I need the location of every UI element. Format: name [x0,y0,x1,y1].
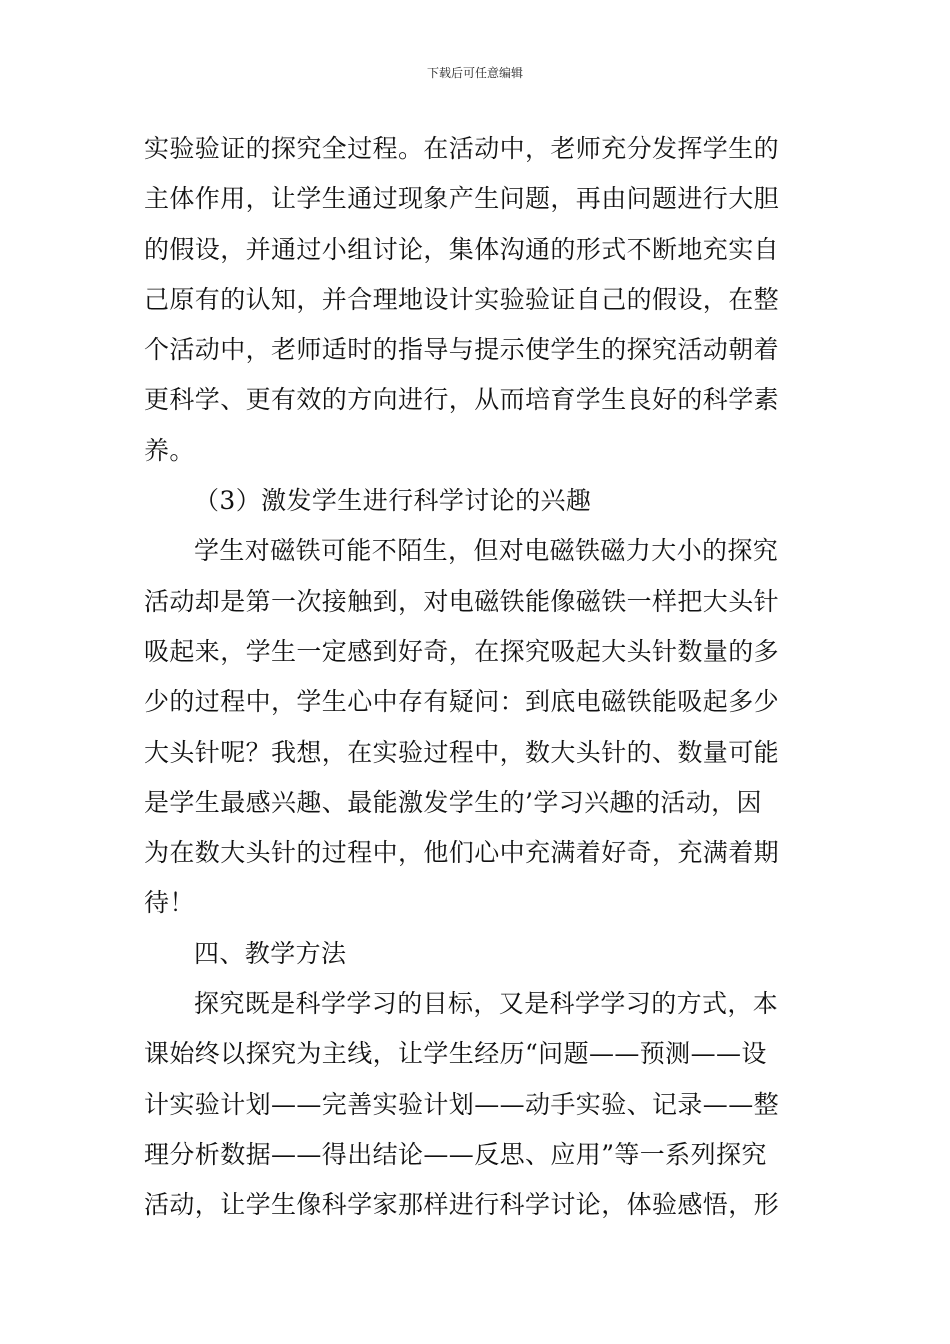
page-header: 下载后可任意编辑 [426,66,523,80]
text-line-15: 为在数大头针的过程中，他们心中充满着好奇，充满着期 [144,838,780,868]
text-line-16: 待！ [144,888,195,918]
text-line-12: 少的过程中，学生心中存有疑问：到底电磁铁能吸起多少 [144,687,780,717]
text-line-3: 的假设，并通过小组讨论，集体沟通的形式不断地充实自 [144,234,780,264]
text-line-22: 活动，让学生像科学家那样进行科学讨论，体验感悟，形 [144,1190,780,1220]
section-heading-3: （3）激发学生进行科学讨论的兴趣 [194,486,592,516]
text-line-19: 课始终以探究为主线，让学生经历“问题——预测——设 [144,1039,767,1069]
text-line-10: 活动却是第一次接触到，对电磁铁能像磁铁一样把大头针 [144,586,780,616]
text-line-20: 计实验计划——完善实验计划——动手实验、记录——整 [144,1089,780,1119]
text-line-7: 养。 [144,435,195,465]
text-line-11: 吸起来，学生一定感到好奇，在探究吸起大头针数量的多 [144,636,780,666]
text-line-9: 学生对磁铁可能不陌生，但对电磁铁磁力大小的探究 [194,536,779,566]
section-heading-4: 四、教学方法 [194,938,347,968]
text-line-14: 是学生最感兴趣、最能激发学生的’学习兴趣的活动，因 [144,787,762,817]
text-line-5: 个活动中，老师适时的指导与提示使学生的探究活动朝着 [144,335,780,365]
text-line-13: 大头针呢？我想，在实验过程中，数大头针的、数量可能 [144,737,780,767]
text-line-1: 实验验证的探究全过程。在活动中，老师充分发挥学生的 [144,134,780,163]
text-line-4: 己原有的认知，并合理地设计实验验证自己的假设，在整 [144,284,780,314]
text-line-6: 更科学、更有效的方向进行，从而培育学生良好的科学素 [144,385,780,415]
document-body [144,124,814,1231]
text-line-21: 理分析数据——得出结论——反思、应用”等一系列探究 [144,1139,767,1169]
text-line-18: 探究既是科学学习的目标，又是科学学习的方式，本 [194,989,779,1019]
text-line-2: 主体作用，让学生通过现象产生问题，再由问题进行大胆 [144,184,780,214]
